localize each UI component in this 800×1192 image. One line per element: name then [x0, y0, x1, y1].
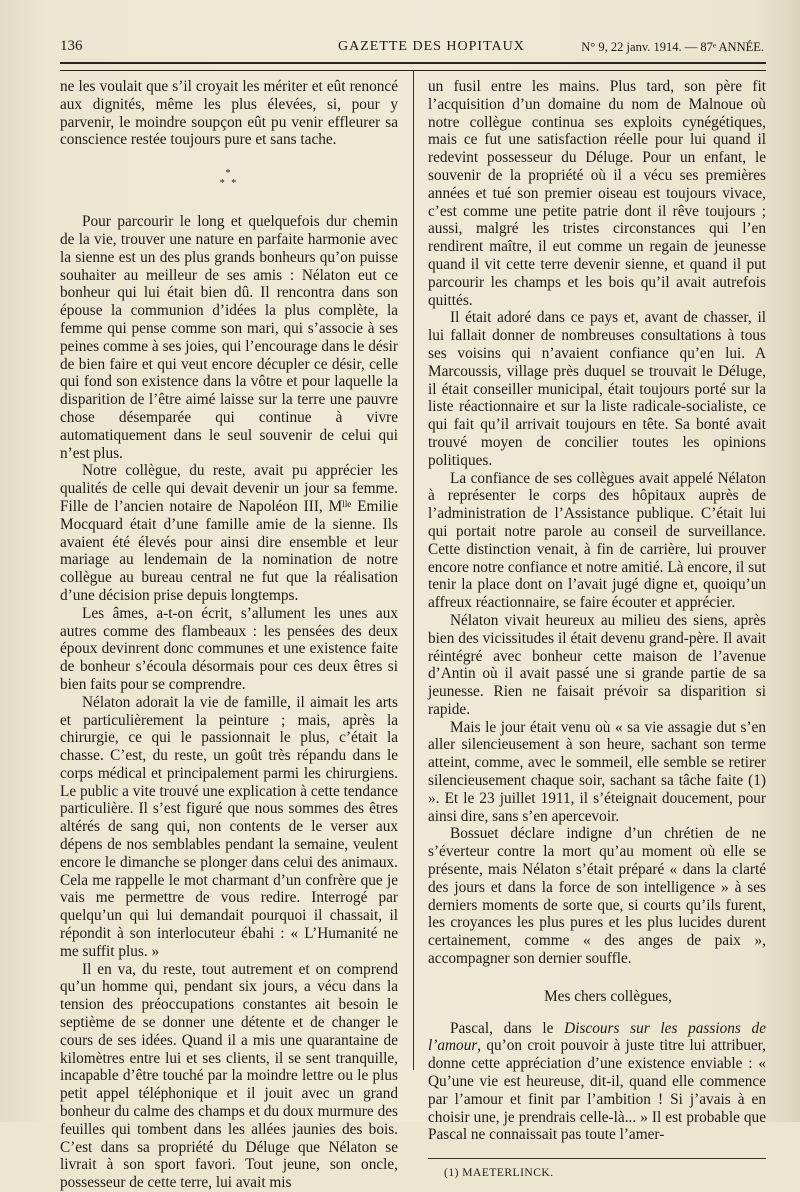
- paragraph: La confiance de ses collègues avait appelé Nélaton à représenter le corps des hôpitaux auprès de l’administration de l’Assistance publique. C’était lui qui portait notre parole au conseil de surveillance. Cette distinction venait, à fin de carrière, lui prouver encore notre confiance et notre amitié. Là encore, il sut tenir la place dont on l’avait jugé digne et, quoiqu’un affreux réactionnaire, se faire écouter et apprécier.: [428, 469, 766, 612]
- paragraph: ne les voulait que s’il croyait les mériter et eût renoncé aux dignités, même les plus élevées, si, pour y parvenir, le moindre soupçon eût pu venir effleurer sa conscience restée toujours pure et sans tache.: [60, 78, 398, 149]
- paragraph: Il en va, du reste, tout autrement et on comprend qu’un homme qui, pendant six jours, a vécu dans la tension des préoccupations constantes ait besoin le septième de se donner une détente et de changer le cours de ses idées. Quand il a mis une quarantaine de kilomètres entre lui et ses clients, il se sent tranquille, incapable d’être touché par la moindre lettre ou le plus petit appel téléphonique et il jouit avec un grand bonheur du calme des champs et du doux murmure des feuilles qui tombent dans les allées jaunies des bois. C’est dans sa propriété du Déluge que Nélaton se livrait à son sport favori. Tout jeune, son oncle, possesseur de cette terre, lui avait mis: [60, 960, 398, 1192]
- text-span: , qu’on croit pouvoir à juste titre lui attribuer, donne cette appréciation d’une existence enviable : « Qu’une vie est heureuse, dit-il, quand elle commence par l’amour et finit par l’ambition ! Si j’avais à en choisir une, je prendrais celle-là... » Il est probable que Pascal ne connaissait pas toute l’amer-: [428, 1037, 766, 1144]
- paragraph: Nélaton adorait la vie de famille, il aimait les arts et particulièrement la peinture ; mais, après la chirurgie, ce qui le passionnait le plus, c’était la chasse. C’est, du reste, un goût très répandu dans le corps médical et principalement parmi les chirurgiens. Le public a vite trouvé une explication à cette tendance particulière. Il s’est figuré que nous sommes des êtres altérés de sang qui, non contents de le verser aux dépens de nos semblables pendant la semaine, veulent encore le dimanche se plonger dans celui des animaux. Cela me rappelle le mot charmant d’un confrère que je vais me permettre de vous redire. Interrogé par quelqu’un qui lui demandait pourquoi il chassait, il répondit à son interlocuteur ébahi : « L’Humanité ne me suffit plus. »: [60, 693, 398, 960]
- paragraph: Il était adoré dans ce pays et, avant de chasser, il lui fallait donner de nombreuses consultations à tous ses voisins qui n’avaient confiance qu’en lui. A Marcoussis, village près duquel se trouvait le Déluge, il était conseiller municipal, était toujours porté sur la liste réactionnaire et sur la liste radicale-socialiste, ce qui fait qu’il arrivait toujours en tête. Sa bonté avait trouvé moyen de concilier toutes les opinions politiques.: [428, 309, 766, 469]
- journal-title: GAZETTE DES HOPITAUX: [338, 39, 525, 54]
- section-stars: * * *: [219, 168, 239, 190]
- paragraph: Notre collègue, du reste, avait pu apprécier les qualités de celle qui devait devenir un jour sa femme. Fille de l’ancien notaire de Napoléon III, Mˡˡᵉ Emilie Mocquard était d’une famille amie de la sienne. Ils avaient été élevés pour ainsi dire ensemble et leur mariage au lendemain de la nomination de notre collègue au bureau central ne fut que la réalisation d’une décision prise depuis longtemps.: [60, 462, 398, 604]
- left-column: [60, 78, 398, 1192]
- page-number: 136: [60, 38, 83, 54]
- page-header: [60, 38, 772, 62]
- footnote-rule: [428, 1158, 766, 1159]
- paragraph-pascal: [428, 1020, 766, 1145]
- greeting: Mes chers collègues,: [544, 987, 672, 1005]
- footnote: (1) MAETERLINCK.: [444, 1167, 554, 1180]
- issue-info: N° 9, 22 janv. 1914. — 87ᵉ ANNÉE.: [581, 40, 764, 54]
- paragraph: Nélaton vivait heureux au milieu des siens, après bien des vicissitudes il était devenu grand-père. Il avait réintégré avec bonheur cette maison de l’avenue d’Antin où il avait passé une si grande partie de sa jeunesse. Rien ne faisait prévoir sa disparition si rapide.: [428, 611, 766, 718]
- column-divider: [413, 70, 414, 1070]
- paragraph: Pour parcourir le long et quelquefois dur chemin de la vie, trouver une nature en parfaite harmonie avec la sienne est un des plus grands bonheurs qu’on puisse souhaiter au meilleur de ses amis : Nélaton eut ce bonheur qui lui était bien dû. Il rencontra dans son épouse la communion d’idées la plus complète, la femme qui pense comme son mari, qui s’associe à ses peines comme à ses joies, qui l’encourage dans le désir de bien faire et qui veut encore décupler ce désir, celle qui fond son existence dans la vôtre et pour laquelle la disparition de l’être aimé laisse sur la terre une pauvre chose désemparée qui continue à vivre automatiquement dans le seul souvenir de celui qui n’est plus.: [60, 213, 398, 462]
- book-title: Discours sur les passions de l’amour: [428, 1019, 766, 1055]
- paragraph: Mais le jour était venu où « sa vie assagie dut s’en aller silencieusement à son heure, sachant son terme atteint, comme, avec le sommeil, elle semble se retirer silencieusement chaque soir, sachant sa tâche faite (1) ». Et le 23 juillet 1911, il s’éteignait doucement, pour ainsi dire, sans s’en apercevoir.: [428, 718, 766, 825]
- paragraph: un fusil entre les mains. Plus tard, son père fit l’acquisition d’un domaine du nom de Malnoue où notre collègue continua ses exploits cynégétiques, mais ce fut une satisfaction réelle pour lui quand il redevint possesseur du Déluge. Pour un enfant, le souvenir de la propriété où il a vécu ses premières années et tué son premier oiseau est toujours vivace, c’est comme une petite patrie dont il rêve toujours ; aussi, malgré les tristes circonstances qui l’en rendirent maître, il eut comme un regain de jeunesse quand il vit cette terre devenir sienne, et quand il put parcourir les champs et les bois qu’il avait autrefois quittés.: [428, 78, 766, 309]
- paragraph: Les âmes, a-t-on écrit, s’allument les unes aux autres comme des flambeaux : les pensées des deux époux devinrent donc communes et une existence faite de bonheur s’écoula désormais pour ces deux êtres si bien faits pour se comprendre.: [60, 604, 398, 693]
- paragraph: Bossuet déclare indigne d’un chrétien de ne s’éverteur contre la mort qu’au moment où elle se présente, mais Nélaton s’était préparé « dans la clarté des jours et dans la force de son intelligence » à ses derniers moments de sorte que, si courts qu’ils furent, les croyances les plus pures et les plus lucides durent certainement, comme « des anges de paix », accompagner son dernier souffle.: [428, 825, 766, 968]
- right-column: [428, 78, 766, 1183]
- text-span: Pascal, dans le: [450, 1019, 565, 1037]
